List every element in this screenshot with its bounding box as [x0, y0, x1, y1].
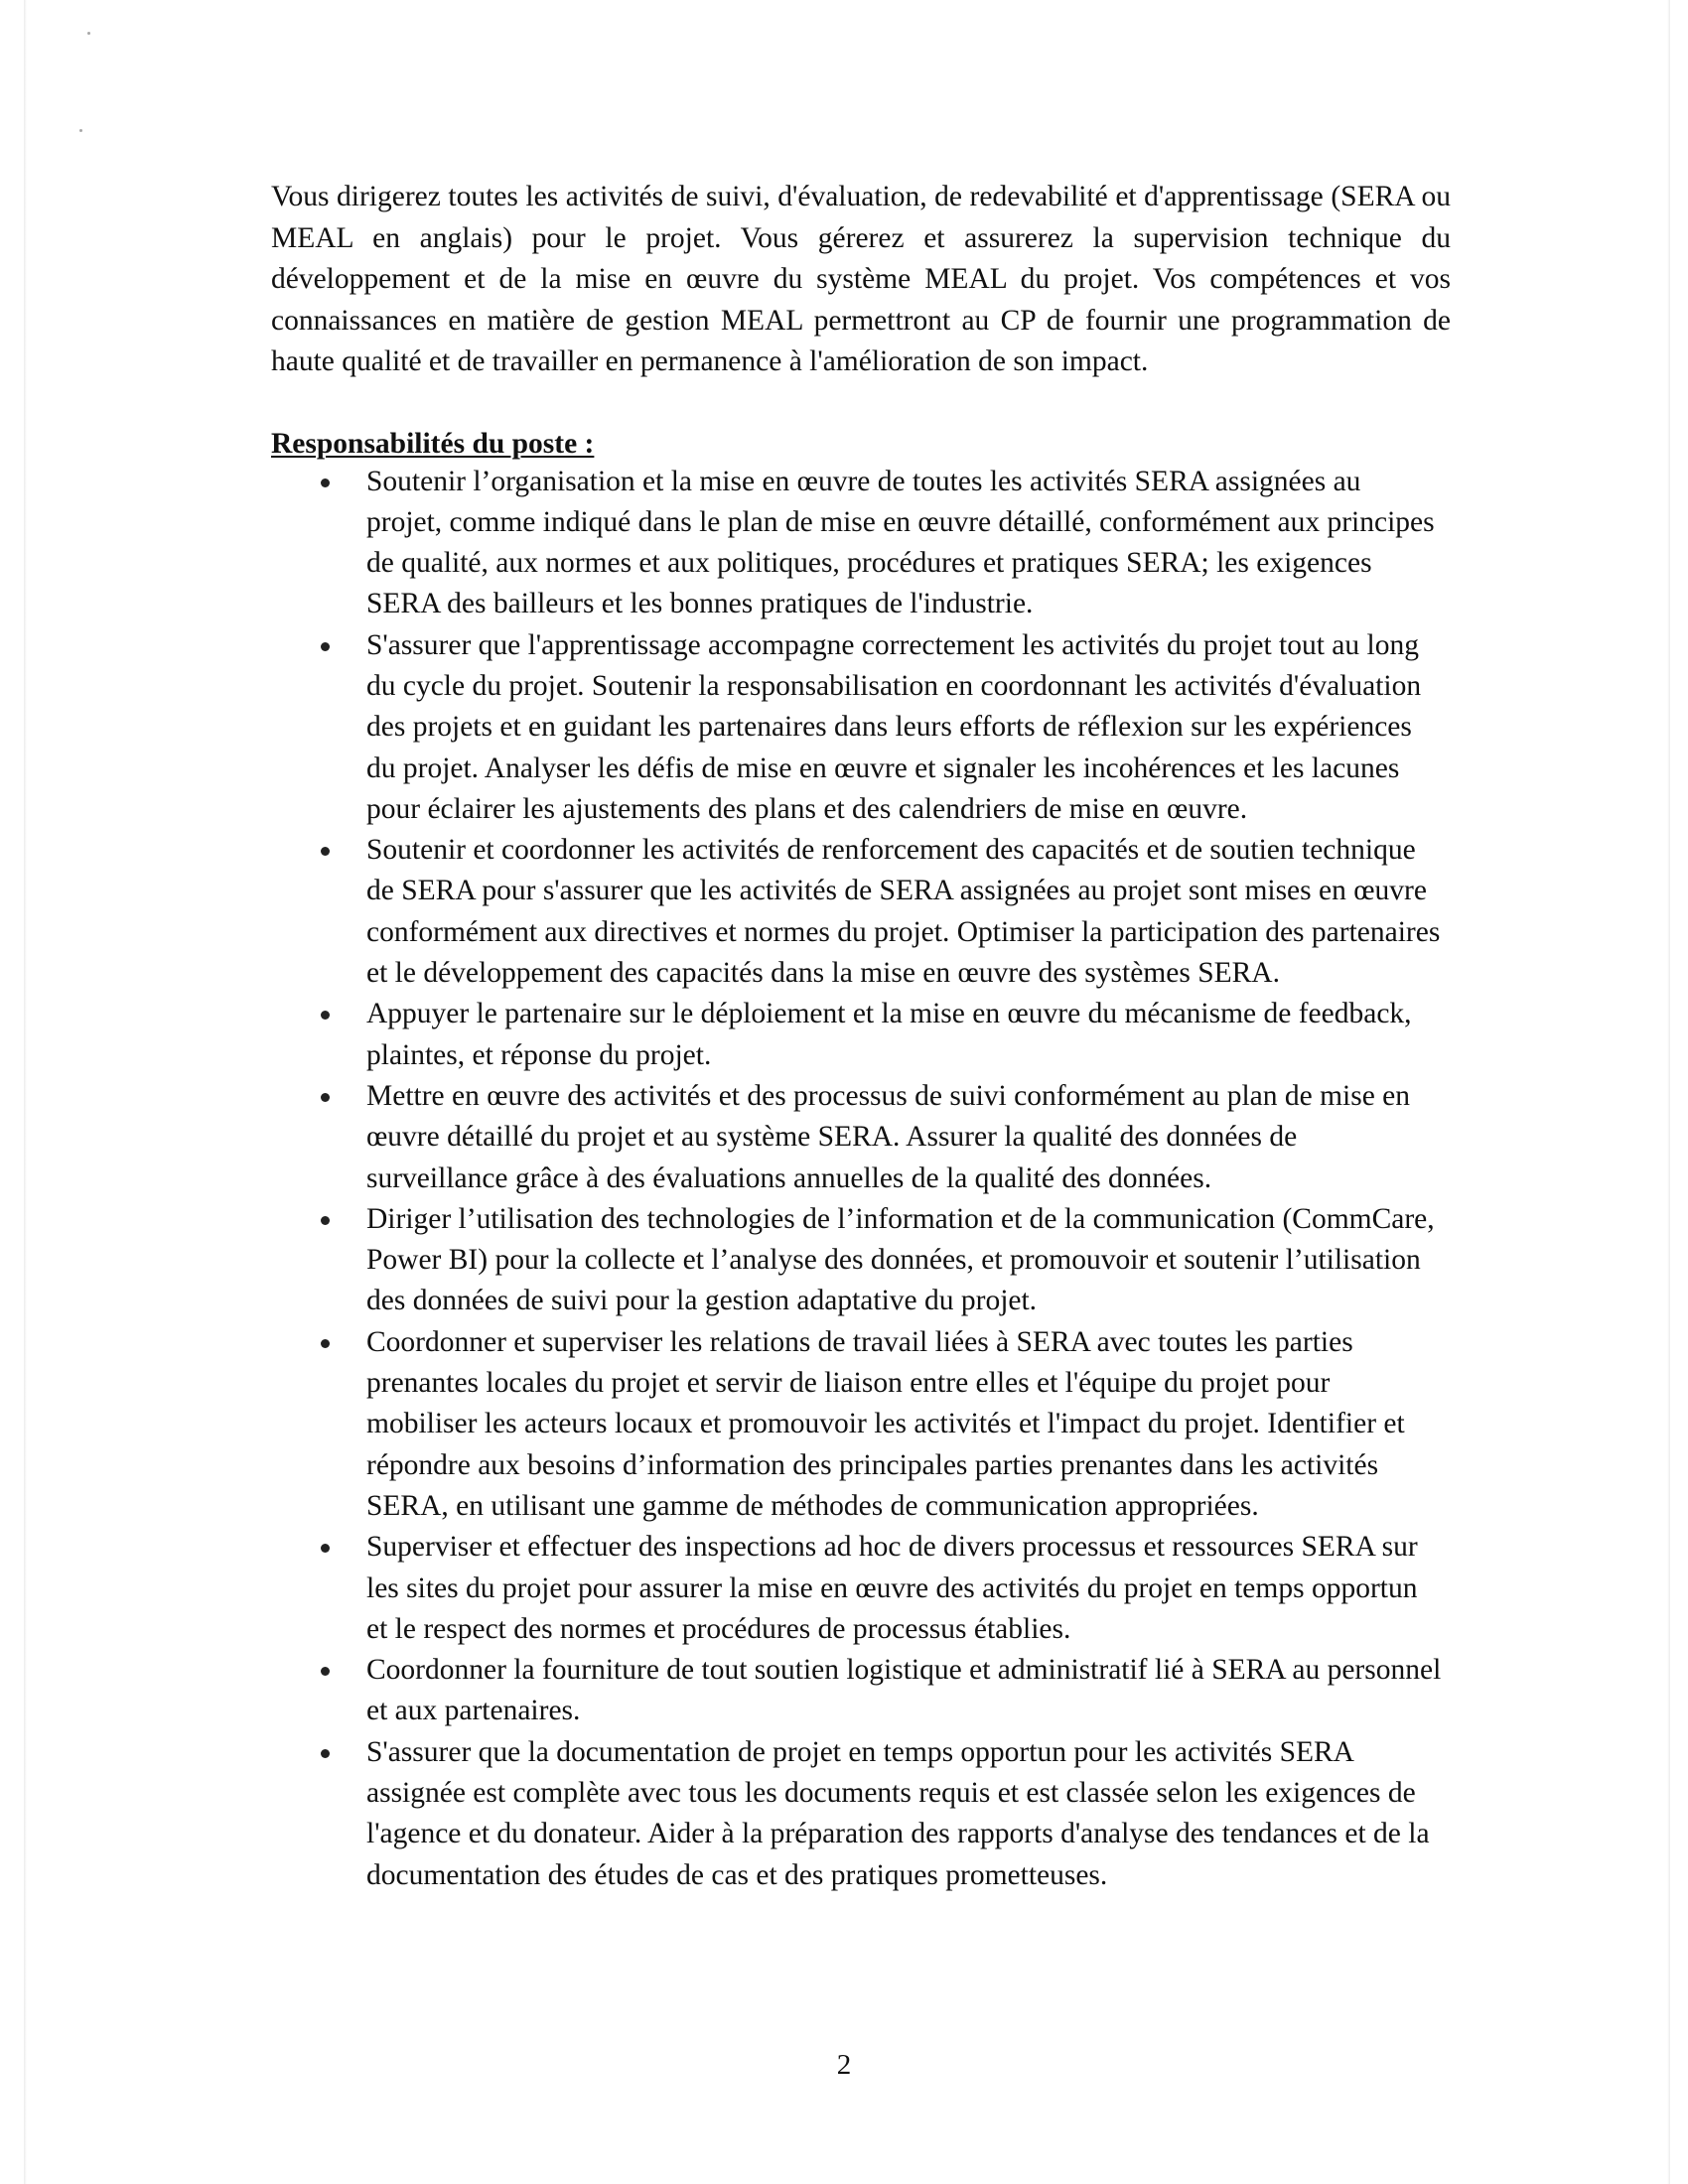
list-item: [271, 1527, 1451, 1650]
list-item-text: Diriger l’utilisation des technologies de l’information et de la communication (CommCare, Power BI) pour la collecte et l’analyse des données, et promouvoir et soutenir l’utilisation des données de suivi pour la gestion adaptative du projet.: [366, 1202, 1435, 1317]
bullet-icon: [321, 1667, 330, 1676]
scan-speck: [79, 129, 82, 132]
bullet-icon: [321, 1093, 330, 1102]
page-number: 2: [836, 2049, 852, 2081]
bullet-icon: [321, 1216, 330, 1225]
bullet-icon: [321, 1544, 330, 1553]
bullet-icon: [321, 642, 330, 651]
list-item: [271, 830, 1451, 994]
bullet-icon: [321, 1339, 330, 1348]
responsibilities-list: [271, 462, 1451, 1896]
list-item-text: S'assurer que l'apprentissage accompagne correctement les activités du projet tout au long du cycle du projet. Soutenir la responsabilisation en coordonnant les activités d'évaluation des projets et en guidant les partenaires dans leurs efforts de réflexion sur les expériences du projet. Analyser les défis de mise en œuvre et signaler les incohérences et les lacunes pour éclairer les ajustements des plans et des calendriers de mise en œuvre.: [366, 628, 1422, 825]
list-item-text: Coordonner la fourniture de tout soutien logistique et administratif lié à SERA au personnel et aux partenaires.: [366, 1654, 1442, 1727]
list-item-text: Mettre en œuvre des activités et des processus de suivi conformément au plan de mise en œuvre détaillé du projet et au système SERA. Assurer la qualité des données de surveillance grâce à des évaluations annuelles de la qualité des données.: [366, 1079, 1411, 1194]
list-item: [271, 1732, 1451, 1896]
list-item-text: Soutenir l’organisation et la mise en œuvre de toutes les activités SERA assignées au projet, comme indiqué dans le plan de mise en œuvre détaillé, conformément aux principes de qualité, aux normes et aux politiques, procédures et pratiques SERA; les exigences SERA des bailleurs et les bonnes pratiques de l'industrie.: [366, 465, 1435, 620]
section-title: Responsabilités du poste :: [271, 427, 595, 460]
list-item-text: Soutenir et coordonner les activités de renforcement des capacités et de soutien technique de SERA pour s'assurer que les activités de SERA assignées au projet sont mises en œuvre conformément aux directives et normes du projet. Optimiser la participation des partenaires et le développement des capacités dans la mise en œuvre des systèmes SERA.: [366, 834, 1441, 990]
list-item: [271, 625, 1451, 830]
list-item: [271, 994, 1451, 1076]
bullet-icon: [321, 1749, 330, 1758]
list-item-text: S'assurer que la documentation de projet en temps opportun pour les activités SERA assignée est complète avec tous les documents requis et est classée selon les exigences de l'agence et du donateur. Aider à la préparation des rapports d'analyse des tendances et de la documentation des études de cas et des pratiques prometteuses.: [366, 1735, 1430, 1891]
list-item-text: Coordonner et superviser les relations de travail liées à SERA avec toutes les parties prenantes locales du projet et servir de liaison entre elles et l'équipe du projet pour mobiliser les acteurs locaux et promouvoir les activités et l'impact du projet. Identifier et répondre aux besoins d’information des principales parties prenantes dans les activités SERA, en utilisant une gamme de méthodes de communication appropriées.: [366, 1325, 1405, 1522]
bullet-icon: [321, 847, 330, 856]
scan-edge-left: [24, 0, 27, 2184]
list-item-text: Superviser et effectuer des inspections ad hoc de divers processus et ressources SERA sur les sites du projet pour assurer la mise en œuvre des activités du projet en temps opportun et le respect des normes et procédures de processus établies.: [366, 1531, 1418, 1645]
scan-speck: [87, 32, 90, 35]
bullet-icon: [321, 1011, 330, 1020]
scan-edge-right: [1667, 0, 1670, 2184]
bullet-icon: [321, 478, 330, 487]
list-item: [271, 462, 1451, 625]
list-item-text: Appuyer le partenaire sur le déploiement et la mise en œuvre du mécanisme de feedback, plaintes, et réponse du projet.: [366, 998, 1412, 1071]
list-item: [271, 1650, 1451, 1732]
document-body: [271, 177, 1451, 1896]
list-item: [271, 1322, 1451, 1527]
list-item: [271, 1076, 1451, 1199]
intro-paragraph: Vous dirigerez toutes les activités de suivi, d'évaluation, de redevabilité et d'apprentissage (SERA ou MEAL en anglais) pour le projet. Vous gérerez et assurerez la supervision technique du développement et de la mise en œuvre du système MEAL du projet. Vos compétences et vos connaissances en matière de gestion MEAL permettront au CP de fournir une programmation de haute qualité et de travailler en permanence à l'amélioration de son impact.: [271, 181, 1451, 377]
list-item: [271, 1199, 1451, 1322]
